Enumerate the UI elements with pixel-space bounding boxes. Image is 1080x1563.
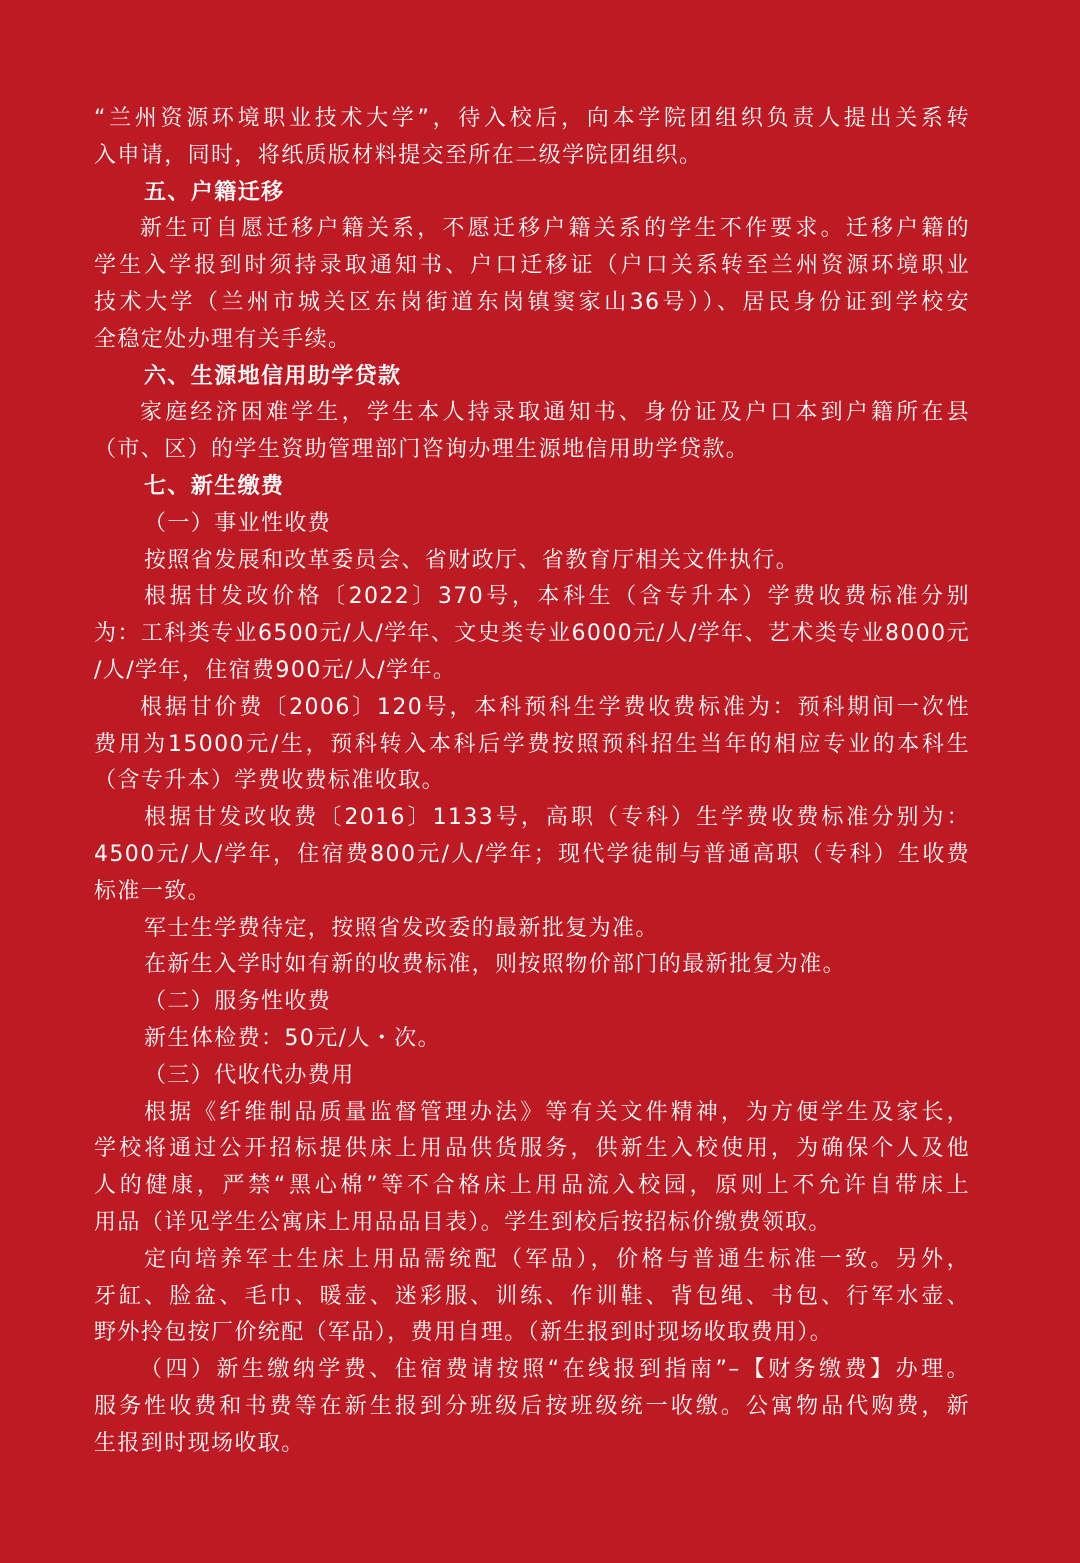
paragraph: [94, 690, 970, 800]
text-line: 根据甘发改价格〔2022〕370号，本科生（含专升本）学费收费标准分别: [144, 584, 970, 610]
text-line: 用品（详见学生公寓床上用品品目表）。学生到校后按招标价缴费领取。: [94, 1209, 832, 1235]
text-line: （市、区）的学生资助管理部门咨询办理生源地信用助学贷款。: [94, 437, 750, 463]
subsection-heading: [94, 506, 970, 543]
paragraph: [94, 579, 970, 689]
text-line: “兰州资源环境职业技术大学”，待入校后，向本学院团组织负责人提出关系转: [94, 106, 970, 131]
text-line: 入申请，同时，将纸质版材料提交至所在二级学院团组织。: [94, 142, 703, 168]
paragraph: [94, 395, 970, 469]
text-line: 费用为15000元/生，预科转入本科后学费按照预科招生当年的相应专业的本科生: [94, 731, 970, 757]
subheading-text: （二）服务性收费: [144, 989, 332, 1015]
text-line: /人/学年，住宿费900元/人/学年。: [94, 657, 457, 683]
text-line: 新生可自愿迁移户籍关系，不愿迁移户籍关系的学生不作要求。迁移户籍的: [140, 216, 970, 242]
text-line: 牙缸、脸盆、毛巾、暖壶、迷彩服、训练、作训鞋、背包绳、书包、行军水壶、: [94, 1283, 970, 1309]
section-heading: [94, 175, 970, 212]
text-line: 按照省发展和改革委员会、省财政厅、省教育厅相关文件执行。: [144, 547, 800, 573]
heading-text: 五、户籍迁移: [144, 179, 285, 205]
text-line: 根据《纤维制品质量监督管理办法》等有关文件精神，为方便学生及家长，: [144, 1099, 970, 1125]
paragraph: [94, 1095, 970, 1242]
document-body: [94, 101, 970, 1462]
paragraph: [94, 947, 970, 984]
subheading-text: （三）代收代办费用: [144, 1062, 355, 1088]
paragraph: [94, 101, 970, 175]
text-line: 野外拎包按厂价统配（军品），费用自理。（新生报到时现场收取费用）。: [94, 1320, 834, 1346]
subsection-heading: [94, 1058, 970, 1095]
paragraph: [94, 911, 970, 948]
text-line: 在新生入学时如有新的收费标准，则按照物价部门的最新批复为准。: [144, 952, 847, 978]
text-line: （含专升本）学费收费标准收取。: [94, 768, 446, 794]
paragraph: [94, 800, 970, 910]
section-heading: [94, 469, 970, 506]
text-line: 为：工科类专业6500元/人/学年、文史类专业6000元/人/学年、艺术类专业8000元: [94, 621, 970, 647]
heading-text: 七、新生缴费: [144, 473, 285, 499]
text-line: 家庭经济困难学生，学生本人持录取通知书、身份证及户口本到户籍所在县: [140, 400, 970, 426]
text-line: 新生体检费：50元/人・次。: [144, 1025, 442, 1051]
subheading-text: （一）事业性收费: [144, 510, 332, 536]
subsection-heading: [94, 984, 970, 1021]
paragraph: [94, 1242, 970, 1352]
text-line: 技术大学（兰州市城关区东岗街道东岗镇窦家山36号））、居民身份证到学校安: [94, 289, 970, 315]
text-line: 军士生学费待定，按照省发改委的最新批复为准。: [144, 915, 659, 941]
paragraph: [94, 1352, 970, 1462]
text-line: 学生入学报到时须持录取通知书、户口迁移证（户口关系转至兰州资源环境职业: [94, 253, 970, 279]
text-line: 根据甘价费〔2006〕120号，本科预科生学费收费标准为：预科期间一次性: [140, 694, 970, 720]
text-line: 定向培养军士生床上用品需统配（军品），价格与普通生标准一致。另外，: [144, 1246, 970, 1272]
paragraph: [94, 543, 970, 580]
text-line: 生报到时现场收取。: [94, 1430, 305, 1456]
text-line: （四）新生缴纳学费、住宿费请按照“在线报到指南”–【财务缴费】办理。: [140, 1357, 970, 1383]
text-line: 服务性收费和书费等在新生报到分班级后按班级统一收缴。公寓物品代购费，新: [94, 1393, 970, 1419]
paragraph: [94, 1021, 970, 1058]
paragraph: [94, 211, 970, 358]
text-line: 全稳定处办理有关手续。: [94, 326, 352, 352]
text-line: 标准一致。: [94, 878, 212, 904]
section-heading: [94, 359, 970, 396]
text-line: 学校将通过公开招标提供床上用品供货服务，供新生入校使用，为确保个人及他: [94, 1136, 970, 1162]
text-line: 4500元/人/学年，住宿费800元/人/学年；现代学徒制与普通高职（专科）生收费: [94, 841, 970, 867]
text-line: 人的健康，严禁“黑心棉”等不合格床上用品流入校园，原则上不允许自带床上: [94, 1173, 970, 1199]
heading-text: 六、生源地信用助学贷款: [144, 363, 402, 389]
text-line: 根据甘发改收费〔2016〕1133号，高职（专科）生学费收费标准分别为：: [144, 805, 970, 831]
